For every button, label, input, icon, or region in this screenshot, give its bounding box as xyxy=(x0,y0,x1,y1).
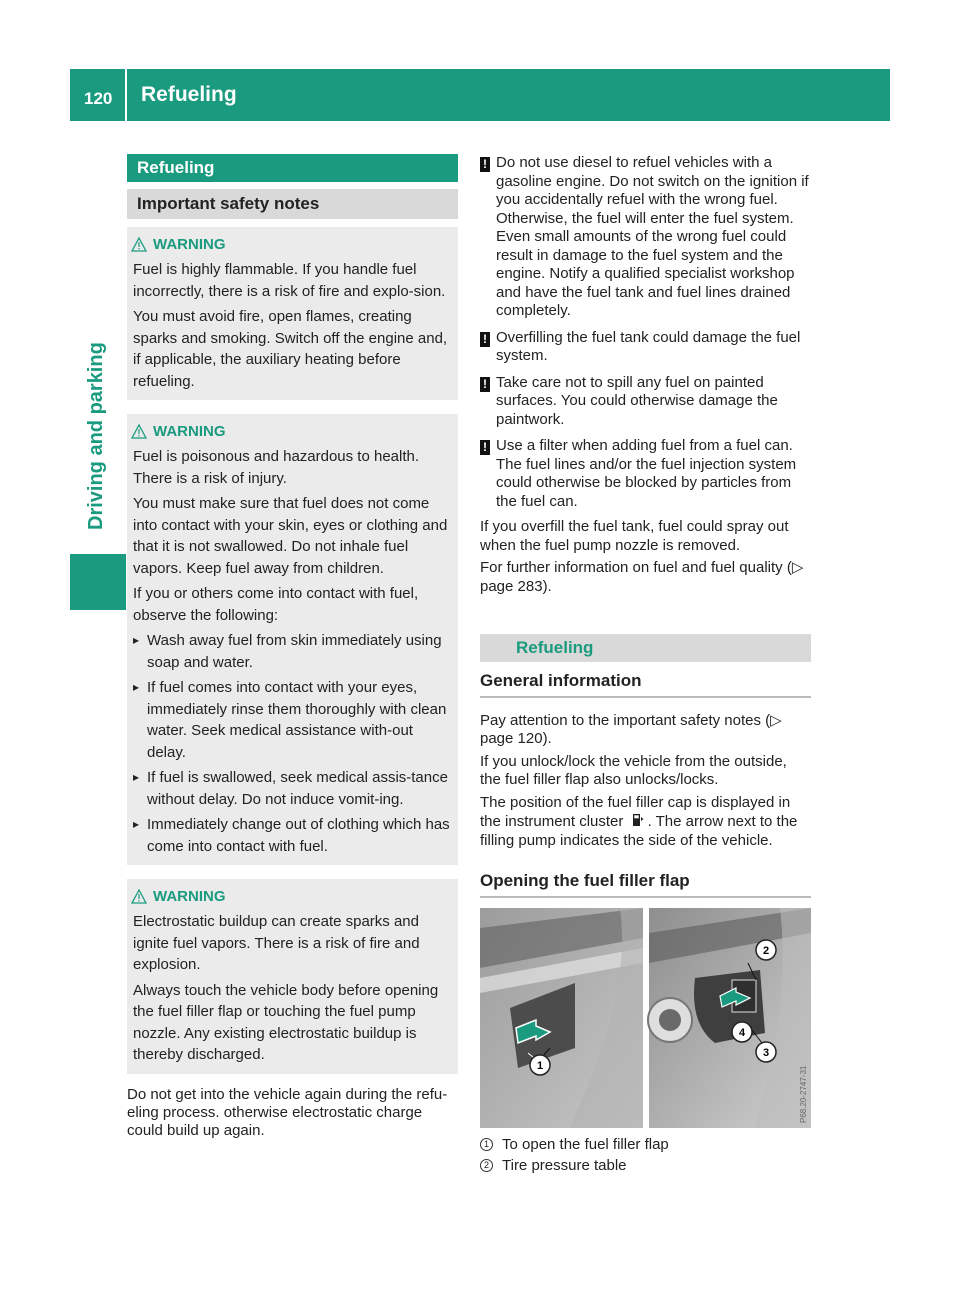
warning-box-health xyxy=(127,414,458,865)
warning-text: Always touch the vehicle body before opening the fuel filler flap or touching the fuel pump nozzle. Any existing electrostatic buildup is thereby discharged. xyxy=(133,981,439,1063)
warning-text: Electrostatic buildup can create sparks and ignite fuel vapors. There is a risk of fire and explosion. xyxy=(133,913,420,973)
notice-wrong-fuel xyxy=(480,154,811,321)
warning-bullet-list xyxy=(133,630,452,857)
notice-text: Do not use diesel to refuel vehicles with a gasoline engine. Do not switch on the ignition if you accidentally refuel with the wrong fuel. Otherwise, the fuel will enter the fuel system. Even small amounts of the wrong fuel could result in damage to the fuel system and the engine. Notify a qualified specialist workshop and have the fuel tank and fuel lines drained completely. xyxy=(496,154,809,319)
warning-label: WARNING xyxy=(153,236,226,253)
chapter-label: Driving and parking xyxy=(85,342,107,530)
notice-text: Overfilling the fuel tank could damage the fuel system. xyxy=(496,328,801,364)
chapter-marker xyxy=(70,554,126,610)
filler-cap-text: The position of the fuel filler cap is displayed in the instrument cluster xyxy=(480,793,791,830)
legend-item-1 xyxy=(480,1134,811,1155)
list-item: ▸ Wash away fuel from skin immediately using soap and water. xyxy=(133,630,452,673)
warning-box-fire xyxy=(127,227,458,400)
figure-code: P68.20-2747-31 xyxy=(799,1065,808,1123)
warning-text: Fuel is highly flammable. If you handle fuel incorrectly, there is a risk of fire and explo-sion. xyxy=(133,261,446,300)
opening-heading: Opening the fuel filler flap xyxy=(480,870,811,898)
warning-text: You must avoid fire, open flames, creating sparks and smoking. Switch off the engine and, if applicable, the auxiliary heating before refueling. xyxy=(133,308,448,390)
exclamation-icon: ! xyxy=(480,440,490,455)
fuel-filler-flap-figure xyxy=(480,908,811,1128)
list-item: ▸ If fuel is swallowed, seek medical assis-tance without delay. Do not induce vomit-ing. xyxy=(133,767,452,810)
fuel-filler-illustration xyxy=(480,908,811,1128)
general-information-heading: General information xyxy=(480,670,811,698)
notice-text: Take care not to spill any fuel on painted surfaces. You could otherwise damage the paintwork. xyxy=(496,373,778,428)
closing-paragraph: Do not get into the vehicle again during the refu-eling process. otherwise electrostatic charge could build up again. xyxy=(127,1085,448,1139)
legend-number: 1 xyxy=(480,1138,493,1151)
chapter-tab xyxy=(80,330,120,530)
filler-cap-paragraph xyxy=(480,794,811,851)
callout-2 xyxy=(756,940,776,960)
svg-text:2: 2 xyxy=(762,944,770,957)
warning-triangle-icon xyxy=(131,424,147,439)
warning-text: If you or others come into contact with fuel, observe the following: xyxy=(133,585,419,624)
fuel-quality-reference: For further information on fuel and fuel quality (▷ page 283). xyxy=(480,559,804,595)
warning-heading xyxy=(133,233,452,257)
exclamation-icon: ! xyxy=(480,157,490,172)
svg-text:3: 3 xyxy=(762,1046,770,1059)
page-header xyxy=(70,69,890,121)
notice-paint xyxy=(480,374,811,430)
warning-text: Fuel is poisonous and hazardous to health. There is a risk of injury. xyxy=(133,448,420,487)
legend-number: 2 xyxy=(480,1159,493,1172)
warning-label: WARNING xyxy=(153,423,226,440)
figure-legend xyxy=(480,1134,811,1176)
notice-overfilling xyxy=(480,329,811,366)
callout-1 xyxy=(530,1055,550,1075)
section-title-refueling: Refueling xyxy=(480,634,811,662)
notice-filter xyxy=(480,437,811,511)
exclamation-icon: ! xyxy=(480,377,490,392)
legend-item-2 xyxy=(480,1155,811,1176)
subsection-title: Important safety notes xyxy=(127,189,458,219)
svg-text:4: 4 xyxy=(738,1026,746,1039)
callout-4 xyxy=(732,1022,752,1042)
overfill-paragraph: If you overfill the fuel tank, fuel could spray out when the fuel pump nozzle is removed. xyxy=(480,518,789,554)
warning-text: You must make sure that fuel does not come into contact with your skin, eyes or clothing and that it is not swallowed. Do not inhale fuel vapors. Keep fuel away from children. xyxy=(133,495,448,577)
warning-triangle-icon xyxy=(131,889,147,904)
section-title: Refueling xyxy=(127,154,458,182)
legend-text: To open the fuel filler flap xyxy=(502,1135,669,1153)
left-column xyxy=(127,154,458,1140)
notice-text: Use a filter when adding fuel from a fuel can. The fuel lines and/or the fuel injection system could otherwise be blocked by particles from the fuel can. xyxy=(496,437,797,510)
exclamation-icon: ! xyxy=(480,332,490,347)
filler-cap-text-end: . The arrow next to the filling pump indicates the side of the vehicle. xyxy=(480,813,798,849)
fuel-pump-icon xyxy=(630,812,646,828)
warning-label: WARNING xyxy=(153,888,226,905)
warning-heading xyxy=(133,420,452,444)
warning-box-static xyxy=(127,879,458,1074)
unlock-paragraph: If you unlock/lock the vehicle from the outside, the fuel filler flap also unlocks/locks. xyxy=(480,752,787,788)
header-divider xyxy=(125,69,127,121)
list-item: ▸ Immediately change out of clothing which has come into contact with fuel. xyxy=(133,814,452,857)
svg-text:1: 1 xyxy=(536,1059,544,1072)
page-number: 120 xyxy=(84,89,113,108)
warning-triangle-icon xyxy=(131,237,147,252)
right-column xyxy=(480,154,811,1176)
list-item: ▸ If fuel comes into contact with your eyes, immediately rinse them thoroughly with clean water. Seek medical assistance with-out delay. xyxy=(133,677,452,763)
warning-heading xyxy=(133,885,452,909)
safety-reference: Pay attention to the important safety notes (▷ page 120). xyxy=(480,711,782,747)
header-title: Refueling xyxy=(141,83,237,106)
callout-3 xyxy=(756,1042,776,1062)
legend-text: Tire pressure table xyxy=(502,1156,627,1174)
